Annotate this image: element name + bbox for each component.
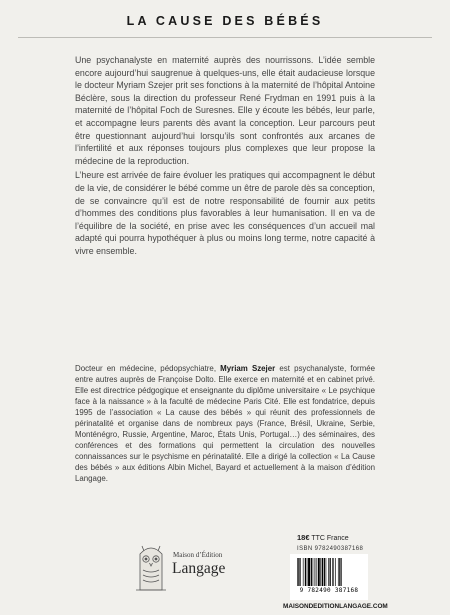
publisher-name-line2: Langage xyxy=(172,560,226,577)
barcode xyxy=(290,554,368,600)
book-series-title: LA CAUSE DES BÉBÉS xyxy=(126,14,324,28)
author-name: Myriam Szejer xyxy=(220,364,276,373)
header-divider xyxy=(18,37,432,38)
summary-paragraph: Une psychanalyste en maternité auprès des nourrissons. L’idée semble encore aujourd’hui saugrenue à quelques-uns, elle était audacieuse lorsque le docteur Myriam Szejer prit ses fonctions à la maternité de l’hôpital Antoine Béclère, sous la direction du professeur René Frydman en 1991 puis à la maternité de l’hôpital Foch de Suresnes. Elle y écoute les bébés, leur parle, et accompagne leurs parents dès avant la conception. Leur parcours peut être questionnant aujourd’hui lorsqu’ils sont confrontés aux arcanes de l’infertilité et aux réponses toujours plus complexes que leur propose la médecine de la reproduction. xyxy=(75,55,375,166)
isbn-text: ISBN 9782490387168 xyxy=(297,546,364,552)
owl-icon xyxy=(132,540,170,592)
back-cover-summary xyxy=(75,54,375,260)
price-suffix: TTC France xyxy=(309,535,349,542)
summary-paragraph: L’heure est arrivée de faire évoluer les pratiques qui accompagnent le début de la vie, de considérer le bébé comme un être de parole dès sa conception, de se convaincre qu’il est de notre responsabilité de fournir aux petits d’hommes des conditions plus favorables à leur humanisation. Il en va de l’équilibre de la société, en prise avec les conséquences d’un accueil mal adapté qui pourra hypothéquer à plus ou moins long terme, notre capacité à vivre ensemble. xyxy=(75,170,375,256)
barcode-bars xyxy=(297,558,361,588)
publisher-website: MAISONDEDITIONLANGAGE.COM xyxy=(283,603,388,610)
price-amount: 18€ xyxy=(297,533,310,542)
price xyxy=(297,533,397,542)
bio-intro: Docteur en médecine, pédopsychiatre, xyxy=(75,364,221,373)
barcode-digits: 9 782490 387168 xyxy=(299,587,359,594)
bio-text: est psychanalyste, formée entre autres auprès de Françoise Dolto. Elle exerce en maternité et en cabinet privé. Elle est directrice pédgogique et enseignante du diplôme universitaire « Le psychique face à la naissance » à la faculté de médecine Paris Cité. Elle est fondatrice, depuis 1995 de l’association « La cause des bébés » qui réunit des professionnels de périnatalité et organise dans de nombreux pays (France, Brésil, Ukraine, Serbie, Monténégro, Russie, Argentine, Maroc, États Unis, Portugal…) des séminaires, des conférences et des formations qui permettent la circulation des nouvelles connaissances sur le psychisme en périnatalité. Elle a dirigé la collection « La Cause des bébés » aux éditions Albin Michel, Bayard et actuellement à la maison d’édition Langage. xyxy=(75,364,375,484)
publisher-logo xyxy=(132,540,242,592)
author-bio xyxy=(75,363,375,485)
publisher-name-line1: Maison d’Édition xyxy=(173,551,223,559)
